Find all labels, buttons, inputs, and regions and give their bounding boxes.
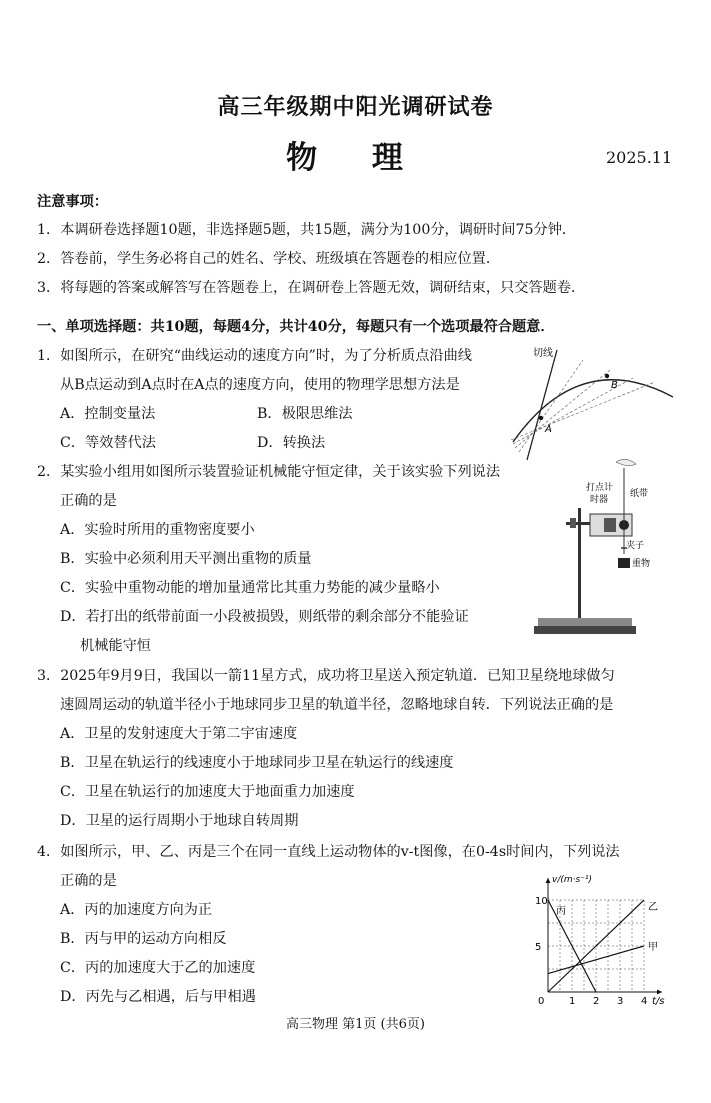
clamp-screw [570, 518, 576, 528]
q2-option-b: B．实验中必须利用天平测出重物的质量 [60, 551, 312, 567]
q4-stem-line1: 4．如图所示，甲、乙、丙是三个在同一直线上运动物体的v-t图像，在0-4s时间内，下列说法 [37, 844, 620, 860]
q4-option-d: D．丙先与乙相遇，后与甲相遇 [60, 989, 256, 1005]
apparatus-base [534, 626, 636, 634]
q2-stem-line2: 正确的是 [60, 493, 117, 509]
timer-core [604, 518, 616, 532]
x-tick-label: 3 [617, 996, 624, 1007]
q1-curve-figure [505, 342, 680, 462]
q2-apparatus-figure [530, 458, 651, 646]
notice-heading: 注意事项： [37, 194, 108, 210]
notice-item-3: 3．将每题的答案或解答写在答题卷上，在调研卷上答题无效，调研结束，只交答题卷． [37, 280, 586, 296]
subject-title: 物 理 [286, 140, 425, 176]
series-label: 甲 [648, 942, 658, 953]
curve-path [513, 380, 673, 442]
q1-option-a: A．控制变量法 [60, 406, 156, 422]
q2-option-d-line1: D．若打出的纸带前面一小段被损毁，则纸带的剩余部分不能验证 [60, 609, 469, 625]
x-tick-label: 0 [538, 996, 545, 1007]
tape-label: 纸带 [630, 489, 649, 499]
vt-chart [530, 872, 680, 1006]
x-tick-label: 1 [569, 996, 576, 1007]
weight-label: 重物 [632, 559, 651, 569]
point-b-label: B [611, 380, 618, 391]
point-a-label: A [545, 424, 552, 435]
apparatus-plate [538, 618, 632, 626]
q4-option-b: B．丙与甲的运动方向相反 [60, 931, 227, 947]
y-tick-label: 10 [535, 896, 548, 907]
notice-item-1: 1．本调研卷选择题10题，非选择题5题，共15题，满分为100分，调研时间75分钟． [37, 222, 577, 238]
y-tick-label: 5 [535, 942, 542, 953]
page-title: 高三年级期中阳光调研试卷 [217, 94, 494, 120]
x-tick-label: 2 [593, 996, 600, 1007]
tangent-line [527, 350, 557, 460]
q3-option-b: B．卫星在轨运行的线速度小于地球同步卫星在轨运行的线速度 [60, 755, 454, 771]
x-axis-arrow [657, 990, 662, 995]
q3-option-c: C．卫星在轨运行的加速度大于地面重力加速度 [60, 784, 355, 800]
y-axis-label: v/(m·s⁻¹) [552, 875, 593, 885]
chart-labels [535, 875, 665, 1007]
notice-item-2: 2．答卷前，学生务必将自己的姓名、学校、班级填在答题卷的相应位置． [37, 251, 501, 267]
q2-option-d-line2: 机械能守恒 [80, 638, 151, 654]
q2-option-c: C．实验中重物动能的增加量通常比其重力势能的减少量略小 [60, 580, 440, 596]
tangent-label: 切线 [533, 348, 553, 359]
q4-option-c: C．丙的加速度大于乙的加速度 [60, 960, 256, 976]
clip-label: 夹子 [626, 541, 645, 551]
series-label: 乙 [648, 902, 658, 913]
q1-option-c: C．等效替代法 [60, 435, 156, 451]
q1-stem-line2: 从B点运动到A点时在A点的速度方向，使用的物理学思想方法是 [60, 377, 460, 393]
x-tick-label: 4 [641, 996, 648, 1007]
weight-block [618, 558, 630, 568]
section-heading: 一、单项选择题：共10题，每题4分，共计40分，每题只有一个选项最符合题意． [37, 319, 555, 335]
q4-stem-line2: 正确的是 [60, 873, 117, 889]
q3-stem-line1: 3．2025年9月9日，我国以一箭11星方式，成功将卫星送入预定轨道．已知卫星绕地球做匀 [37, 668, 615, 684]
y-axis-arrow [546, 878, 551, 883]
page-footer: 高三物理 第1页 (共6页) [286, 1017, 425, 1032]
timer-label-2: 时器 [590, 495, 609, 505]
q3-stem-line2: 速圆周运动的轨道半径小于地球同步卫星的轨道半径，忽略地球自转．下列说法正确的是 [60, 697, 614, 713]
q3-option-a: A．卫星的发射速度大于第二宇宙速度 [60, 726, 298, 742]
q4-option-a: A．丙的加速度方向为正 [60, 902, 213, 918]
x-axis-label: t/s [652, 996, 665, 1007]
q1-option-d: D．转换法 [257, 435, 326, 451]
q1-option-b: B．极限思维法 [257, 406, 353, 422]
point-a-dot [539, 416, 543, 420]
q1-stem-line1: 1．如图所示，在研究“曲线运动的速度方向”时，为了分析质点沿曲线 [37, 348, 472, 364]
q2-stem-line1: 2．某实验小组用如图所示装置验证机械能守恒定律，关于该实验下列说法 [37, 464, 501, 480]
series-label: 丙 [556, 906, 566, 917]
exam-date: 2025.11 [606, 148, 673, 167]
tape-roll-icon [616, 459, 636, 465]
timer-label-1: 打点计 [586, 483, 614, 493]
q2-option-a: A．实验时所用的重物密度要小 [60, 522, 255, 538]
stand-clamp [566, 522, 592, 525]
secant-line [511, 382, 655, 440]
point-b-dot [605, 374, 609, 378]
q3-option-d: D．卫星的运行周期小于地球自转周期 [60, 813, 299, 829]
